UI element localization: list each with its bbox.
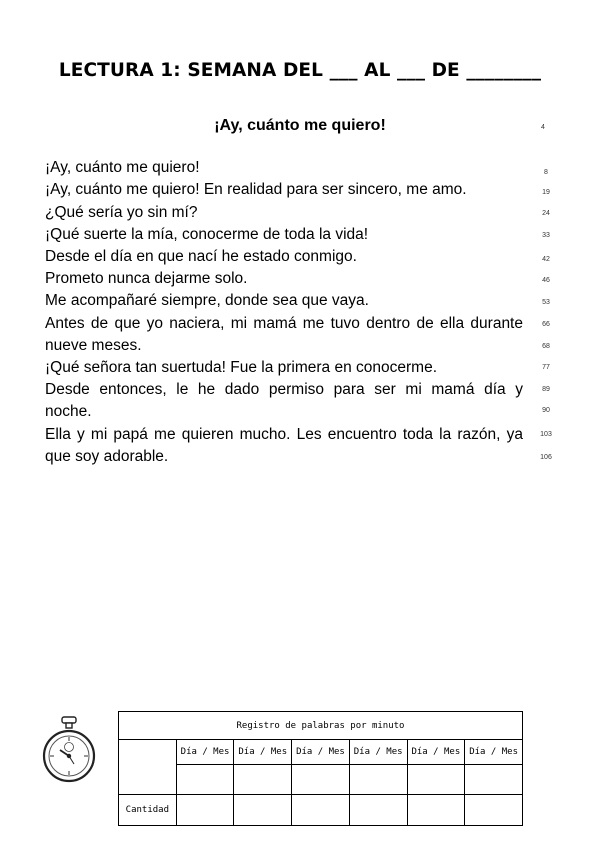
word-count: 68 xyxy=(542,343,550,350)
text-line: Antes de que yo naciera, mi mamá me tuvo dentro de ella durante xyxy=(45,315,523,332)
word-count: 42 xyxy=(542,256,550,263)
quantity-cell[interactable] xyxy=(234,795,292,826)
quantity-cell[interactable] xyxy=(176,795,234,826)
date-cell[interactable] xyxy=(349,765,407,795)
quantity-label: Cantidad xyxy=(119,795,177,826)
text-line: que soy adorable. xyxy=(45,448,169,465)
date-header: Día / Mes xyxy=(407,740,465,765)
date-header: Día / Mes xyxy=(465,740,523,765)
date-cell[interactable] xyxy=(176,765,234,795)
story-title: ¡Ay, cuánto me quiero! xyxy=(214,117,386,134)
word-count: 89 xyxy=(542,386,550,393)
word-count: 106 xyxy=(540,454,552,461)
text-line: ¡Qué señora tan suertuda! Fue la primera en conocerme. xyxy=(45,359,438,376)
word-count: 103 xyxy=(540,431,552,438)
table-title: Registro de palabras por minuto xyxy=(119,712,523,740)
quantity-cell[interactable] xyxy=(407,795,465,826)
word-count: 19 xyxy=(542,189,550,196)
date-header: Día / Mes xyxy=(292,740,350,765)
text-line: ¡Ay, cuánto me quiero! xyxy=(45,159,200,176)
date-header: Día / Mes xyxy=(234,740,292,765)
text-line: ¡Ay, cuánto me quiero! En realidad para ser sincero, me amo. xyxy=(45,181,467,198)
text-line: Desde entonces, le he dado permiso para ser mi mamá día y xyxy=(45,381,523,398)
quantity-cell[interactable] xyxy=(349,795,407,826)
page-title: LECTURA 1: SEMANA DEL ___ AL ___ DE ________ xyxy=(58,60,542,81)
date-cell[interactable] xyxy=(407,765,465,795)
text-line: Ella y mi papá me quieren mucho. Les encuentro toda la razón, ya xyxy=(45,426,523,443)
quantity-cell[interactable] xyxy=(292,795,350,826)
text-line: nueve meses. xyxy=(45,337,142,354)
text-line: Desde el día en que nací he estado conmigo. xyxy=(45,248,357,265)
date-header: Día / Mes xyxy=(176,740,234,765)
text-line: Prometo nunca dejarme solo. xyxy=(45,270,248,287)
word-count: 8 xyxy=(544,169,548,176)
date-cell[interactable] xyxy=(465,765,523,795)
word-count: 90 xyxy=(542,407,550,414)
date-header: Día / Mes xyxy=(349,740,407,765)
text-line: ¡Qué suerte la mía, conocerme de toda la vida! xyxy=(45,226,369,243)
word-count: 33 xyxy=(542,232,550,239)
title-word-count: 4 xyxy=(541,124,545,131)
date-cell[interactable] xyxy=(292,765,350,795)
words-per-minute-table xyxy=(118,711,523,826)
text-line: noche. xyxy=(45,403,92,420)
word-count: 46 xyxy=(542,277,550,284)
stopwatch-icon xyxy=(40,716,98,784)
text-line: Me acompañaré siempre, donde sea que vaya. xyxy=(45,292,369,309)
quantity-cell[interactable] xyxy=(465,795,523,826)
word-count: 53 xyxy=(542,299,550,306)
word-count: 24 xyxy=(542,210,550,217)
date-cell[interactable] xyxy=(234,765,292,795)
word-count: 77 xyxy=(542,364,550,371)
word-count: 66 xyxy=(542,321,550,328)
empty-corner-cell xyxy=(119,740,177,795)
text-line: ¿Qué sería yo sin mí? xyxy=(45,204,198,221)
